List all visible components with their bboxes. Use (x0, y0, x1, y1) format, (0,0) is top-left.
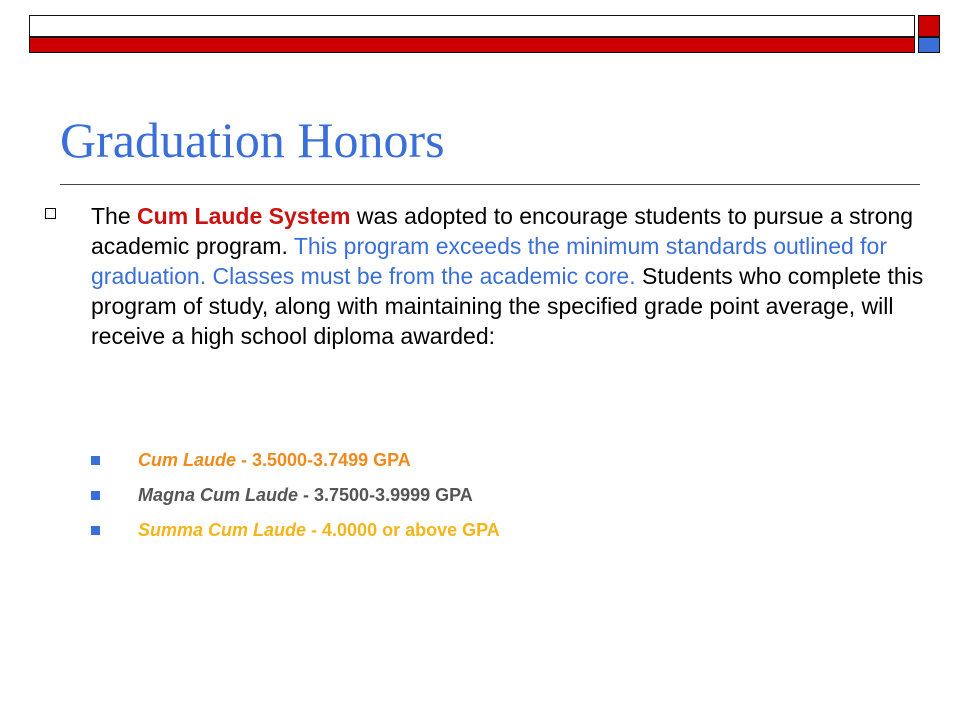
highlight-text: This program exceeds the minimum standards outlined for graduation. Classes must be from the academic core. (91, 233, 888, 289)
header-bar-red (29, 37, 915, 53)
system-name: Cum Laude System (137, 203, 351, 229)
filled-square-bullet-icon (91, 456, 100, 465)
sentence-end: Students who complete this program of study, along with maintaining the specified grade point average, will receive a high school diploma awarded: (91, 263, 924, 349)
honor-range: - 3.5000-3.7499 GPA (236, 450, 411, 470)
honor-name: Magna Cum Laude (138, 485, 299, 505)
main-paragraph (91, 201, 931, 351)
corner-square-blue (918, 37, 940, 53)
title-divider (60, 184, 920, 185)
filled-square-bullet-icon (91, 491, 100, 500)
filled-square-bullet-icon (91, 526, 100, 535)
intro-text: The (91, 203, 138, 229)
corner-square-red (918, 15, 940, 37)
hollow-square-bullet-icon (45, 208, 56, 219)
header-bar-white (29, 15, 915, 37)
honor-range: - 4.0000 or above GPA (306, 520, 500, 540)
sentence-one-rest: was adopted to encourage students to pursue a strong academic program. (91, 203, 914, 259)
honor-name: Summa Cum Laude (138, 520, 307, 540)
slide-title: Graduation Honors (60, 112, 445, 168)
honor-name: Cum Laude (138, 450, 237, 470)
honor-range: - 3.7500-3.9999 GPA (298, 485, 473, 505)
